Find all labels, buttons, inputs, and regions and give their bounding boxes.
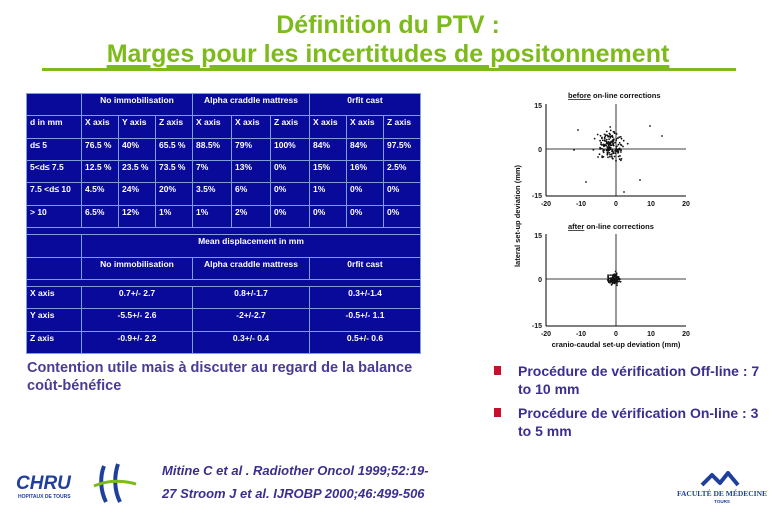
scatter-point <box>614 132 616 134</box>
group-header: Alpha craddle mattress <box>193 94 310 116</box>
row-label: Z axis <box>27 331 82 353</box>
row-label-header: d in mm <box>27 116 82 138</box>
cell: 2% <box>232 205 271 227</box>
scatter-point <box>600 142 602 144</box>
scatter-point <box>611 150 613 152</box>
scatter-point <box>621 138 623 140</box>
sub-header: Z axis <box>271 116 310 138</box>
cell: 76.5 % <box>82 138 119 160</box>
spacer-row <box>27 279 421 286</box>
cell: 40% <box>119 138 156 160</box>
sub-header-row <box>27 116 421 138</box>
top-scatter-points <box>573 125 663 193</box>
scatter-point <box>604 145 606 147</box>
scatter-point <box>608 141 610 143</box>
scatter-point <box>649 125 651 127</box>
scatter-point <box>600 144 602 146</box>
sub-header: Z axis <box>156 116 193 138</box>
cell: -0.9+/- 2.2 <box>82 331 193 353</box>
scatter-point <box>623 140 625 142</box>
scatter-point <box>599 140 601 142</box>
setup-deviation-scatter-plots <box>490 88 705 363</box>
cell: 84% <box>347 138 384 160</box>
scatter-point <box>606 139 608 141</box>
scatter-point <box>617 281 619 283</box>
chru-logo <box>14 462 144 504</box>
scatter-point <box>620 144 622 146</box>
cell: 6% <box>232 183 271 205</box>
scatter-point <box>617 152 619 154</box>
displacement-table <box>26 93 421 354</box>
scatter-point <box>618 144 620 146</box>
scatter-point <box>614 149 616 151</box>
scatter-point <box>604 140 606 142</box>
cell: 4.5% <box>82 183 119 205</box>
before-word: before <box>568 91 591 100</box>
cell: 1% <box>156 205 193 227</box>
cell: 13% <box>232 161 271 183</box>
scatter-point <box>618 156 620 158</box>
scatter-point <box>615 152 617 154</box>
scatter-point <box>611 142 613 144</box>
group-header: 0rfit cast <box>310 257 421 279</box>
y-tick-label: 0 <box>538 147 542 154</box>
cell: 6.5% <box>82 205 119 227</box>
cell: 1% <box>310 183 347 205</box>
scatter-point <box>599 147 601 149</box>
scatter-point <box>599 153 601 155</box>
scatter-point <box>611 279 613 281</box>
scatter-point <box>604 138 606 140</box>
x-tick-label: 20 <box>682 201 690 208</box>
y-tick-label: 15 <box>534 103 542 110</box>
scatter-point <box>615 140 617 142</box>
scatter-point <box>619 142 621 144</box>
row-label: > 10 <box>27 205 82 227</box>
scatter-point <box>606 153 608 155</box>
scatter-point <box>597 156 599 158</box>
mean-row <box>27 286 421 308</box>
cell: 15% <box>310 161 347 183</box>
bottom-scatter-points <box>607 271 622 287</box>
scatter-point <box>609 156 611 158</box>
cell: 0% <box>271 161 310 183</box>
spacer-row <box>27 228 421 235</box>
table-row <box>27 183 421 205</box>
cell: 0% <box>384 183 421 205</box>
bullet-list <box>492 362 772 446</box>
chru-logo-text: CHRU <box>16 473 71 494</box>
mean-row <box>27 331 421 353</box>
sub-header: Z axis <box>384 116 421 138</box>
scatter-point <box>619 278 621 280</box>
cell: 24% <box>119 183 156 205</box>
x-tick-label: 10 <box>647 201 655 208</box>
scatter-point <box>606 149 608 151</box>
scatter-point <box>614 156 616 158</box>
cell: -0.5+/- 1.1 <box>310 309 421 331</box>
x-tick-label: -20 <box>540 201 552 208</box>
scatter-point <box>615 271 617 273</box>
x-tick-label: 0 <box>614 201 618 208</box>
scatter-point <box>594 138 596 140</box>
scatter-point <box>619 158 621 160</box>
faculty-logo <box>672 471 772 505</box>
scatter-point <box>618 150 620 152</box>
cell: 97.5% <box>384 138 421 160</box>
scatter-point <box>661 135 663 137</box>
scatter-point <box>639 179 641 181</box>
scatter-point <box>601 155 603 157</box>
cell: -2+/-2.7 <box>193 309 310 331</box>
bullet-text: Procédure de vérification On-line : 3 to 5 mm <box>518 405 759 439</box>
cell: 84% <box>310 138 347 160</box>
scatter-point <box>614 280 616 282</box>
scatter-point <box>620 151 622 153</box>
sub-header: X axis <box>82 116 119 138</box>
cell: 12% <box>119 205 156 227</box>
cell: 2.5% <box>384 161 421 183</box>
cell: 16% <box>347 161 384 183</box>
scatter-point <box>617 137 619 139</box>
scatter-point <box>614 142 616 144</box>
mean-row <box>27 309 421 331</box>
scatter-point <box>613 279 615 281</box>
scatter-point <box>607 276 609 278</box>
scatter-point <box>609 126 611 128</box>
scatter-point <box>609 152 611 154</box>
slide-title-line2: Marges pour les incertitudes de positonnement <box>106 40 670 68</box>
group-header: 0rfit cast <box>310 94 421 116</box>
x-axis-label: cranio-caudal set-up deviation (mm) <box>551 340 681 349</box>
cell: 7% <box>193 161 232 183</box>
cell: 20% <box>156 183 193 205</box>
bullet-item <box>492 404 772 440</box>
cell: 12.5 % <box>82 161 119 183</box>
scatter-point <box>606 142 608 144</box>
scatter-point <box>606 134 608 136</box>
scatter-point <box>622 146 624 148</box>
before-corrections-label <box>568 91 661 100</box>
table-row <box>27 161 421 183</box>
cell: 3.5% <box>193 183 232 205</box>
faculty-logo-mark <box>702 473 738 485</box>
scatter-point <box>610 137 612 139</box>
group-header-row <box>27 94 421 116</box>
sub-header: X axis <box>347 116 384 138</box>
scatter-point <box>606 145 608 147</box>
mean-header: Mean displacement in mm <box>82 235 421 257</box>
sub-header: Y axis <box>119 116 156 138</box>
x-tick-label: 20 <box>682 331 690 338</box>
row-label: Y axis <box>27 309 82 331</box>
reference-line: 27 Stroom J et al. IJROBP 2000;46:499-506 <box>162 486 425 501</box>
scatter-point <box>611 144 613 146</box>
cell: 0.7+/- 2.7 <box>82 286 193 308</box>
scatter-point <box>611 153 613 155</box>
scatter-point <box>609 148 611 150</box>
scatter-point <box>614 282 616 284</box>
after-corrections-label <box>568 222 654 231</box>
row-label: X axis <box>27 286 82 308</box>
reference-line: Mitine C et al . Radiother Oncol 1999;52:19- <box>162 463 429 478</box>
bullet-item <box>492 362 772 398</box>
faculty-logo-subtext: TOURS <box>714 499 730 504</box>
mean-header-row <box>27 235 421 257</box>
y-tick-label: 0 <box>538 277 542 284</box>
x-tick-label: 10 <box>647 331 655 338</box>
table-row <box>27 138 421 160</box>
bullet-text: Procédure de vérification Off-line : 7 to 10 mm <box>518 363 760 397</box>
caption: Contention utile mais à discuter au regard de la balance coût-bénéfice <box>27 360 413 394</box>
scatter-point <box>613 139 615 141</box>
scatter-point <box>615 160 617 162</box>
scatter-point <box>606 131 608 133</box>
group-header: No immobilisation <box>82 94 193 116</box>
mean-group-header-row <box>27 257 421 279</box>
scatter-point <box>627 143 629 145</box>
scatter-point <box>616 272 618 274</box>
scatter-point <box>603 149 605 151</box>
cell: 65.5 % <box>156 138 193 160</box>
cell: 0% <box>347 205 384 227</box>
scatter-point <box>573 149 575 151</box>
y-axis-label: lateral set-up deviation (mm) <box>513 164 522 268</box>
cell: 0% <box>384 205 421 227</box>
scatter-point <box>593 149 595 151</box>
cell: 88.5% <box>193 138 232 160</box>
cell: 0% <box>271 205 310 227</box>
chru-logo-subtext: HOPITAUX DE TOURS <box>18 494 71 500</box>
x-tick-label: 0 <box>614 331 618 338</box>
cell: 79% <box>232 138 271 160</box>
x-tick-label: -20 <box>540 331 552 338</box>
cell: 73.5 % <box>156 161 193 183</box>
cell: -5.5+/- 2.6 <box>82 309 193 331</box>
scatter-point <box>615 274 617 276</box>
cell: 100% <box>271 138 310 160</box>
cell: 0.3+/-1.4 <box>310 286 421 308</box>
scatter-point <box>611 157 613 159</box>
row-label: 7.5 <d≤ 10 <box>27 183 82 205</box>
group-header: Alpha craddle mattress <box>193 257 310 279</box>
x-tick-label: -10 <box>575 331 587 338</box>
scatter-point <box>609 133 611 135</box>
scatter-point <box>623 191 625 193</box>
cell: 23.5 % <box>119 161 156 183</box>
row-label: 5<d≤ 7.5 <box>27 161 82 183</box>
scatter-point <box>607 156 609 158</box>
scatter-point <box>609 274 611 276</box>
cell: 1% <box>193 205 232 227</box>
scatter-point <box>616 149 618 151</box>
scatter-point <box>597 134 599 136</box>
title-rule <box>42 68 736 71</box>
after-word: after <box>568 222 585 231</box>
bullet-square-icon <box>494 366 501 375</box>
row-label: d≤ 5 <box>27 138 82 160</box>
scatter-point <box>609 154 611 156</box>
scatter-point <box>600 135 602 137</box>
cell: 0.8+/-1.7 <box>193 286 310 308</box>
cell: 0.3+/- 0.4 <box>193 331 310 353</box>
x-tick-label: -10 <box>575 201 587 208</box>
cell: 0% <box>271 183 310 205</box>
scatter-point <box>585 181 587 183</box>
before-label-rest: on-line corrections <box>590 91 661 100</box>
scatter-point <box>620 149 622 151</box>
scatter-point <box>616 146 618 148</box>
cell: 0% <box>347 183 384 205</box>
y-tick-label: 15 <box>534 233 542 240</box>
scatter-point <box>577 129 579 131</box>
scatter-point <box>609 280 611 282</box>
scatter-point <box>610 130 612 132</box>
scatter-point <box>618 136 620 138</box>
chru-logo-stroke <box>115 464 120 502</box>
sub-header: X axis <box>232 116 271 138</box>
after-label-rest: on-line corrections <box>584 222 654 231</box>
scatter-point <box>620 281 622 283</box>
y-tick-label: -15 <box>531 323 542 330</box>
scatter-point <box>611 155 613 157</box>
references <box>162 459 429 505</box>
scatter-point <box>615 278 617 280</box>
cell: 0.5+/- 0.6 <box>310 331 421 353</box>
sub-header: X axis <box>193 116 232 138</box>
scatter-point <box>601 138 603 140</box>
table-row <box>27 205 421 227</box>
scatter-point <box>602 140 604 142</box>
slide-title-line1: Définition du PTV : <box>276 11 500 39</box>
scatter-point <box>612 136 614 138</box>
scatter-point <box>609 282 611 284</box>
scatter-point <box>616 133 618 135</box>
group-header: No immobilisation <box>82 257 193 279</box>
cell: 0% <box>310 205 347 227</box>
faculty-logo-text: FACULTÉ DE MÉDECINE <box>676 489 768 498</box>
y-tick-label: -15 <box>531 193 542 200</box>
bullet-square-icon <box>494 408 501 417</box>
scatter-point <box>611 284 613 286</box>
scatter-point <box>616 284 618 286</box>
sub-header: X axis <box>310 116 347 138</box>
scatter-point <box>608 138 610 140</box>
